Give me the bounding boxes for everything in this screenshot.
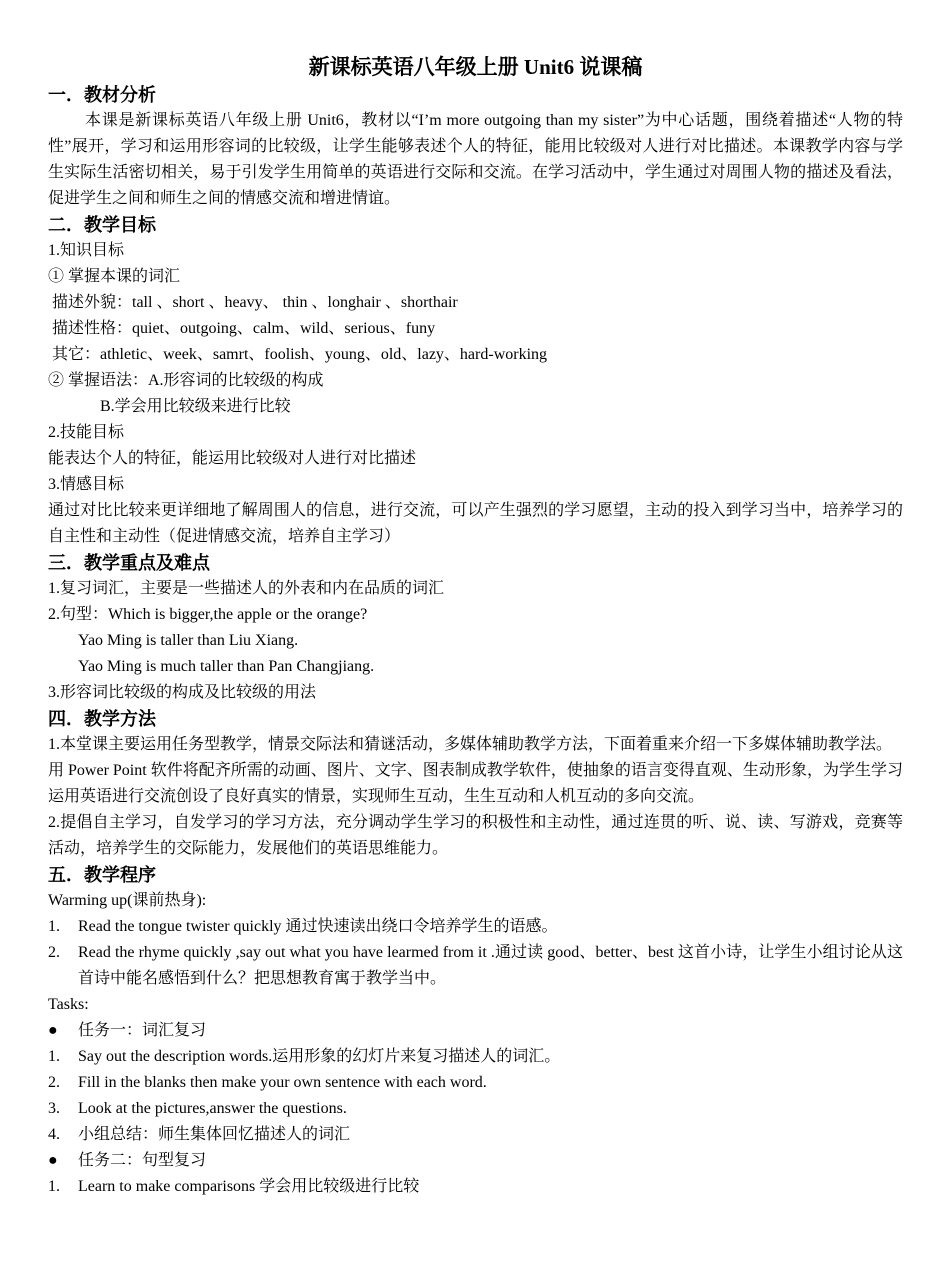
task-title: 任务一：词汇复习 [78, 1022, 207, 1039]
document-title: 新课标英语八年级上册 Unit6 说课稿 [308, 55, 643, 79]
method-paragraph: 2.提倡自主学习，自发学习的学习方法，充分调动学生学习的积极性和主动性，通过连贯的听、说、读、写游戏，竞赛等活动，培养学生的交际能力，发展他们的英语思维能力。 [48, 814, 903, 857]
list-number: 3. [48, 1100, 60, 1117]
objective-paragraph: 通过对比比较来更详细地了解周围人的信息，进行交流，可以产生强烈的学习愿望，主动的投入到学习当中，培养学习的自主性和主动性（促进情感交流，培养自主学习） [48, 502, 903, 545]
section-heading-2: 二．教学目标 [48, 215, 156, 235]
objective-line: 其它：athletic、week、samrt、foolish、young、old、lazy、hard-working [52, 346, 548, 363]
textbook-analysis-paragraph: 本课是新课标英语八年级上册 Unit6，教材以“I’m more outgoing than my sister”为中心话题，围绕着描述“人物的特性”展开，学习和运用形容词的比较级，让学生能够表述个人的特征，能用比较级对人进行对比描述。本课教学内容与学生实际生活密切相关，易于引发学生用简单的英语进行交际和交流。在学习活动中，学生通过对周围人物的描述及看法，促进学生之间和师生之间的情感交流和增进情谊。 [48, 112, 903, 207]
list-number: 1. [48, 918, 60, 935]
list-number: 1. [48, 1048, 60, 1065]
key-point-line: Yao Ming is much taller than Pan Changjiang. [78, 658, 375, 675]
list-item [48, 1174, 903, 1200]
method-paragraph: 1.本堂课主要运用任务型教学，情景交际法和猜谜活动，多媒体辅助教学方法，下面着重来介绍一下多媒体辅助教学法。 [48, 736, 893, 753]
task-title: 任务二：句型复习 [78, 1152, 207, 1169]
list-number: 1. [48, 1178, 60, 1195]
list-number: 4. [48, 1126, 60, 1143]
objective-line: ② 掌握语法：A.形容词的比较级的构成 [48, 372, 324, 389]
list-text: Read the rhyme quickly ,say out what you have learmed from it .通过读 good、better、best 这首小诗，让学生小组讨论从这首诗中能名感悟到什么？把思想教育寓于教学当中。 [78, 944, 903, 987]
objective-line: ① 掌握本课的词汇 [48, 268, 181, 285]
objective-line: 1.知识目标 [48, 242, 125, 259]
warming-up-label: Warming up(课前热身): [48, 892, 207, 909]
list-item [48, 940, 903, 992]
list-number: 2. [48, 944, 60, 961]
list-text: Look at the pictures,answer the questions. [78, 1100, 347, 1117]
method-paragraph: 用 Power Point 软件将配齐所需的动画、图片、文字、图表制成教学软件，使抽象的语言变得直观、生动形象，为学生学习运用英语进行交流创设了良好真实的情景，实现师生互动，生生互动和人机互动的多向交流。 [48, 762, 903, 805]
objective-line: 描述外貌：tall 、short 、heavy、 thin 、longhair 、shorthair [52, 294, 458, 311]
objective-line: 2.技能目标 [48, 424, 125, 441]
list-item [48, 1044, 903, 1070]
list-text: Fill in the blanks then make your own sentence with each word. [78, 1074, 487, 1091]
list-item [48, 1096, 903, 1122]
key-point-line: 1.复习词汇，主要是一些描述人的外表和内在品质的词汇 [48, 580, 445, 597]
tasks-label: Tasks: [48, 996, 89, 1013]
list-text: Say out the description words.运用形象的幻灯片来复习描述人的词汇。 [78, 1048, 561, 1065]
list-text: 小组总结：师生集体回忆描述人的词汇 [78, 1126, 351, 1143]
objective-line: 描述性格：quiet、outgoing、calm、wild、serious、funy [52, 320, 436, 337]
document-page [48, 52, 903, 1200]
objective-line: 3.情感目标 [48, 476, 125, 493]
section-heading-3: 三．教学重点及难点 [48, 553, 210, 573]
list-item [48, 914, 903, 940]
list-item [48, 1122, 903, 1148]
bullet-icon: ● [48, 1152, 58, 1169]
list-text: Read the tongue twister quickly 通过快速读出绕口令培养学生的语感。 [78, 918, 558, 935]
task-heading [48, 1148, 903, 1174]
list-item [48, 1070, 903, 1096]
key-point-line: Yao Ming is taller than Liu Xiang. [78, 632, 299, 649]
section-heading-1: 一．教材分析 [48, 85, 156, 105]
objective-line: 能表达个人的特征，能运用比较级对人进行对比描述 [48, 450, 417, 467]
bullet-icon: ● [48, 1022, 58, 1039]
task-heading [48, 1018, 903, 1044]
section-heading-4: 四．教学方法 [48, 709, 156, 729]
objective-line: B.学会用比较级来进行比较 [100, 398, 291, 415]
key-point-line: 3.形容词比较级的构成及比较级的用法 [48, 684, 317, 701]
section-heading-5: 五．教学程序 [48, 865, 156, 885]
list-number: 2. [48, 1074, 60, 1091]
key-point-line: 2.句型：Which is bigger,the apple or the orange? [48, 606, 368, 623]
list-text: Learn to make comparisons 学会用比较级进行比较 [78, 1178, 420, 1195]
